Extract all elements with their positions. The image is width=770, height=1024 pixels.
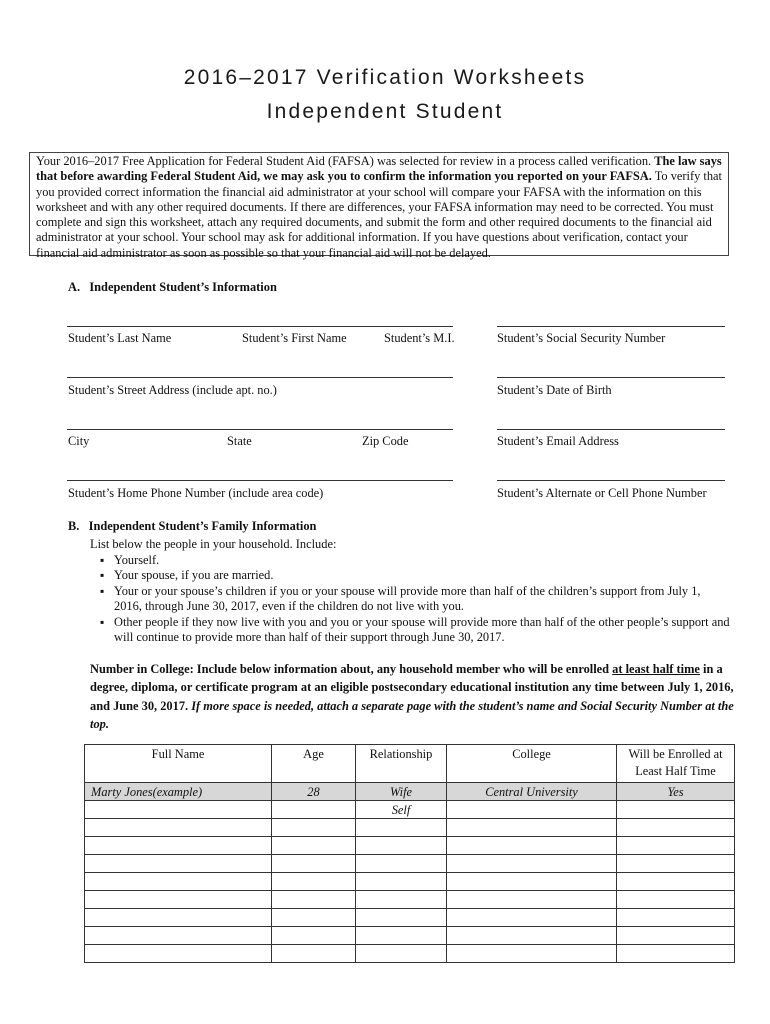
nic-underlined: at least half time	[612, 662, 700, 676]
list-item: ▪ Your spouse, if you are married.	[90, 568, 730, 583]
table-cell[interactable]	[617, 819, 735, 837]
table-row	[85, 819, 735, 837]
col-header-age: Age	[272, 745, 356, 783]
table-row-self	[85, 801, 735, 819]
example-enrolled: Yes	[617, 783, 735, 801]
section-a-heading: A. Independent Student’s Information	[68, 280, 277, 294]
table-cell[interactable]	[272, 855, 356, 873]
table-cell[interactable]	[617, 801, 735, 819]
email-entry-line[interactable]	[497, 429, 725, 430]
table-cell[interactable]	[272, 945, 356, 963]
table-cell[interactable]	[272, 927, 356, 945]
list-item: ▪ Yourself.	[90, 553, 730, 568]
table-cell[interactable]	[617, 837, 735, 855]
mi-label: Student’s M.I.	[384, 331, 455, 345]
table-cell[interactable]	[85, 801, 272, 819]
table-cell[interactable]	[447, 855, 617, 873]
table-row-example	[85, 783, 735, 801]
table-cell[interactable]	[447, 837, 617, 855]
table-cell[interactable]	[356, 891, 447, 909]
table-cell[interactable]	[356, 819, 447, 837]
table-cell[interactable]	[272, 873, 356, 891]
table-cell[interactable]	[356, 837, 447, 855]
cell-phone-label: Student’s Alternate or Cell Phone Number	[497, 486, 707, 500]
street-entry-line[interactable]	[67, 377, 453, 378]
table-cell[interactable]	[447, 891, 617, 909]
zip-label: Zip Code	[362, 434, 409, 448]
col-header-college: College	[447, 745, 617, 783]
number-in-college-paragraph	[90, 660, 740, 733]
table-cell[interactable]	[617, 891, 735, 909]
table-cell[interactable]	[272, 909, 356, 927]
table-cell[interactable]	[85, 873, 272, 891]
household-table	[84, 744, 735, 963]
table-cell[interactable]	[85, 891, 272, 909]
table-cell[interactable]	[447, 801, 617, 819]
intro-text-bold: The law says that before awarding Federal Student Aid, we may ask you to confirm the information you reported on your FAFSA.	[36, 154, 722, 184]
table-cell[interactable]	[85, 909, 272, 927]
table-cell[interactable]	[85, 819, 272, 837]
table-cell[interactable]	[85, 945, 272, 963]
name-entry-line[interactable]	[67, 326, 453, 327]
table-cell[interactable]	[447, 927, 617, 945]
table-cell[interactable]	[447, 819, 617, 837]
table-cell[interactable]	[272, 801, 356, 819]
table-row	[85, 837, 735, 855]
street-label: Student’s Street Address (include apt. no.)	[68, 383, 277, 397]
table-cell[interactable]	[356, 945, 447, 963]
table-cell[interactable]	[272, 819, 356, 837]
page-title: 2016–2017 Verification Worksheets	[183, 66, 587, 89]
table-cell[interactable]	[617, 945, 735, 963]
table-row	[85, 945, 735, 963]
table-cell[interactable]	[447, 909, 617, 927]
intro-box	[29, 152, 729, 260]
col-header-enrolled: Will be Enrolled at Least Half Time	[617, 745, 735, 783]
page-subtitle: Independent Student	[266, 100, 504, 123]
table-cell[interactable]	[356, 909, 447, 927]
table-cell[interactable]	[617, 927, 735, 945]
section-b-heading: B. Independent Student’s Family Information	[68, 519, 317, 533]
ssn-entry-line[interactable]	[497, 326, 725, 327]
table-row	[85, 909, 735, 927]
home-phone-entry-line[interactable]	[67, 480, 453, 481]
table-cell[interactable]	[356, 927, 447, 945]
state-label: State	[227, 434, 252, 448]
table-cell[interactable]	[617, 873, 735, 891]
table-cell[interactable]	[85, 837, 272, 855]
home-phone-label: Student’s Home Phone Number (include area code)	[68, 486, 324, 500]
first-name-label: Student’s First Name	[242, 331, 347, 345]
email-label: Student’s Email Address	[497, 434, 619, 448]
intro-text-part2: To verify that you provided correct information the financial aid administrator at your school will compare your FAFSA with the information on this worksheet and with any other required documents. If there are differences, your FAFSA information may need to be corrected. You must complete and sign this worksheet, attach any required documents, and submit the form and other required documents to the financial aid administrator at your school. Your school may ask for additional information. If you have questions about verification, contact your financial aid administrator as soon as possible so that your financial aid will not be delayed.	[36, 169, 722, 260]
dob-label: Student’s Date of Birth	[497, 383, 612, 397]
intro-text-part1: Your 2016–2017 Free Application for Federal Student Aid (FAFSA) was selected for review in a process called verification.	[36, 154, 655, 168]
nic-lead: Number in College: Include below information about, any household member who will be enrolled	[90, 662, 613, 676]
nic-rest: in a degree, diploma, or certificate program at an eligible postsecondary educational institution any time between July 1, 2016, and June 30, 2017.	[90, 662, 734, 713]
dob-entry-line[interactable]	[497, 377, 725, 378]
table-cell[interactable]	[272, 891, 356, 909]
cell-phone-entry-line[interactable]	[497, 480, 725, 481]
table-cell[interactable]	[447, 945, 617, 963]
example-college: Central University	[447, 783, 617, 801]
table-header-row	[85, 745, 735, 783]
table-cell[interactable]	[356, 855, 447, 873]
list-item: ▪ Other people if they now live with you and you or your spouse will provide more than half of the other people’s support and will continue to provide more than half of their support through June 30, 2017.	[90, 615, 730, 646]
ssn-label: Student’s Social Security Number	[497, 331, 666, 345]
nic-italic: If more space is needed, attach a separate page with the student’s name and Social Security Number at the top.	[90, 698, 734, 731]
city-state-zip-entry-line[interactable]	[67, 429, 453, 430]
col-header-full-name: Full Name	[85, 745, 272, 783]
list-item: ▪ Your or your spouse’s children if you or your spouse will provide more than half of the children’s support from July 1, 2016, through June 30, 2017, even if the children do not live with you.	[90, 584, 730, 615]
table-cell[interactable]	[85, 927, 272, 945]
example-age: 28	[272, 783, 356, 801]
table-cell[interactable]	[617, 909, 735, 927]
example-full-name: Marty Jones(example)	[85, 783, 272, 801]
table-cell[interactable]	[447, 873, 617, 891]
city-label: City	[68, 434, 90, 448]
table-cell[interactable]	[272, 837, 356, 855]
table-cell[interactable]	[85, 855, 272, 873]
example-relationship: Wife	[356, 783, 447, 801]
table-row	[85, 891, 735, 909]
table-cell[interactable]	[356, 873, 447, 891]
section-b-intro: List below the people in your household. Include:	[90, 537, 337, 551]
col-header-relationship: Relationship	[356, 745, 447, 783]
table-row	[85, 873, 735, 891]
table-row	[85, 927, 735, 945]
table-cell[interactable]	[617, 855, 735, 873]
self-relationship: Self	[356, 801, 447, 819]
table-row	[85, 855, 735, 873]
last-name-label: Student’s Last Name	[68, 331, 172, 345]
household-bullet-list	[90, 553, 730, 645]
